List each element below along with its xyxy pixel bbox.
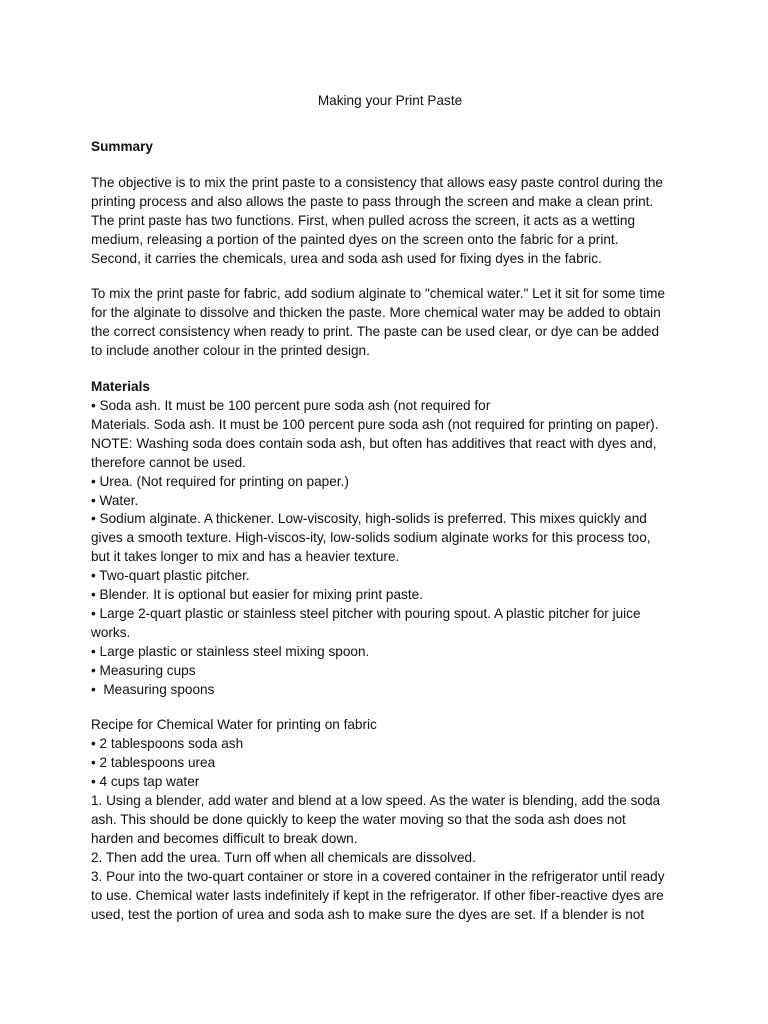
text-line: to use. Chemical water lasts indefinitely if kept in the refrigerator. If other fiber-reactive dyes are xyxy=(91,887,664,903)
text-line: harden and becomes difficult to break down. xyxy=(91,830,358,846)
list-item: • Blender. It is optional but easier for mixing print paste. xyxy=(91,587,423,603)
list-item: therefore cannot be used. xyxy=(91,454,246,470)
list-item: • Sodium alginate. A thickener. Low-viscosity, high-solids is preferred. This mixes quickly and xyxy=(91,511,647,527)
materials-heading: Materials xyxy=(91,379,150,395)
summary-paragraph-1 xyxy=(91,174,681,269)
list-item: • 2 tablespoons soda ash xyxy=(91,736,244,752)
list-item: • Urea. (Not required for printing on paper.) xyxy=(91,473,349,489)
list-item: • Measuring cups xyxy=(91,662,196,678)
list-item: but it takes longer to mix and has a heavier texture. xyxy=(91,549,400,565)
list-item: Materials. Soda ash. It must be 100 percent pure soda ash (not required for printing on paper). xyxy=(91,416,659,432)
spacer xyxy=(91,157,681,174)
recipe-heading: Recipe for Chemical Water for printing on fabric xyxy=(91,717,377,733)
list-item: • Large 2-quart plastic or stainless steel pitcher with pouring spout. A plastic pitcher for juice xyxy=(91,605,641,621)
list-item: NOTE: Washing soda does contain soda ash, but often has additives that react with dyes and, xyxy=(91,435,657,451)
text-line: The objective is to mix the print paste to a consistency that allows easy paste control during the xyxy=(91,174,663,190)
list-item: • 2 tablespoons urea xyxy=(91,755,216,771)
list-item: • 4 cups tap water xyxy=(91,774,200,790)
list-item: • Soda ash. It must be 100 percent pure soda ash (not required for xyxy=(91,397,491,413)
list-item: • Water. xyxy=(91,492,139,508)
list-item: gives a smooth texture. High-viscos-ity, low-solids sodium alginate works for this process too, xyxy=(91,530,651,546)
list-item: works. xyxy=(91,624,131,640)
text-line: To mix the print paste for fabric, add sodium alginate to "chemical water." Let it sit for some time xyxy=(91,286,666,302)
recipe-section xyxy=(91,716,681,924)
list-item: • Measuring spoons xyxy=(91,681,215,697)
list-item: • Two-quart plastic pitcher. xyxy=(91,568,250,584)
spacer xyxy=(91,361,681,378)
text-line: the correct consistency when ready to print. The paste can be used clear, or dye can be added xyxy=(91,324,660,340)
text-line: 2. Then add the urea. Turn off when all chemicals are dissolved. xyxy=(91,849,476,865)
list-item: • Large plastic or stainless steel mixing spoon. xyxy=(91,643,370,659)
text-line: ash. This should be done quickly to keep the water moving so that the soda ash does not xyxy=(91,812,626,827)
document-body xyxy=(91,92,681,924)
text-line: to include another colour in the printed design. xyxy=(91,343,370,359)
text-line: 1. Using a blender, add water and blend at a low speed. As the water is blending, add the soda xyxy=(91,793,661,809)
materials-list xyxy=(91,397,681,700)
spacer xyxy=(91,699,681,716)
document-title: Making your Print Paste xyxy=(317,93,463,108)
spacer xyxy=(91,268,681,285)
text-line: used, test the portion of urea and soda ash to make sure the dyes are set. If a blender is not xyxy=(91,906,645,922)
text-line: for the alginate to dissolve and thicken the paste. More chemical water may be added to obtain xyxy=(91,305,661,321)
summary-paragraph-2 xyxy=(91,285,681,361)
text-line: printing process and also allows the paste to pass through the screen and make a clean print. xyxy=(91,193,654,209)
summary-heading: Summary xyxy=(91,139,153,154)
text-line: medium, releasing a portion of the painted dyes on the screen onto the fabric for a print. xyxy=(91,231,619,247)
text-line: Second, it carries the chemicals, urea and soda ash used for fixing dyes in the fabric. xyxy=(91,250,602,266)
spacer xyxy=(91,111,681,138)
text-line: 3. Pour into the two-quart container or store in a covered container in the refrigerator until ready xyxy=(91,868,665,884)
text-line: The print paste has two functions. First, when pulled across the screen, it acts as a wetting xyxy=(91,212,636,228)
